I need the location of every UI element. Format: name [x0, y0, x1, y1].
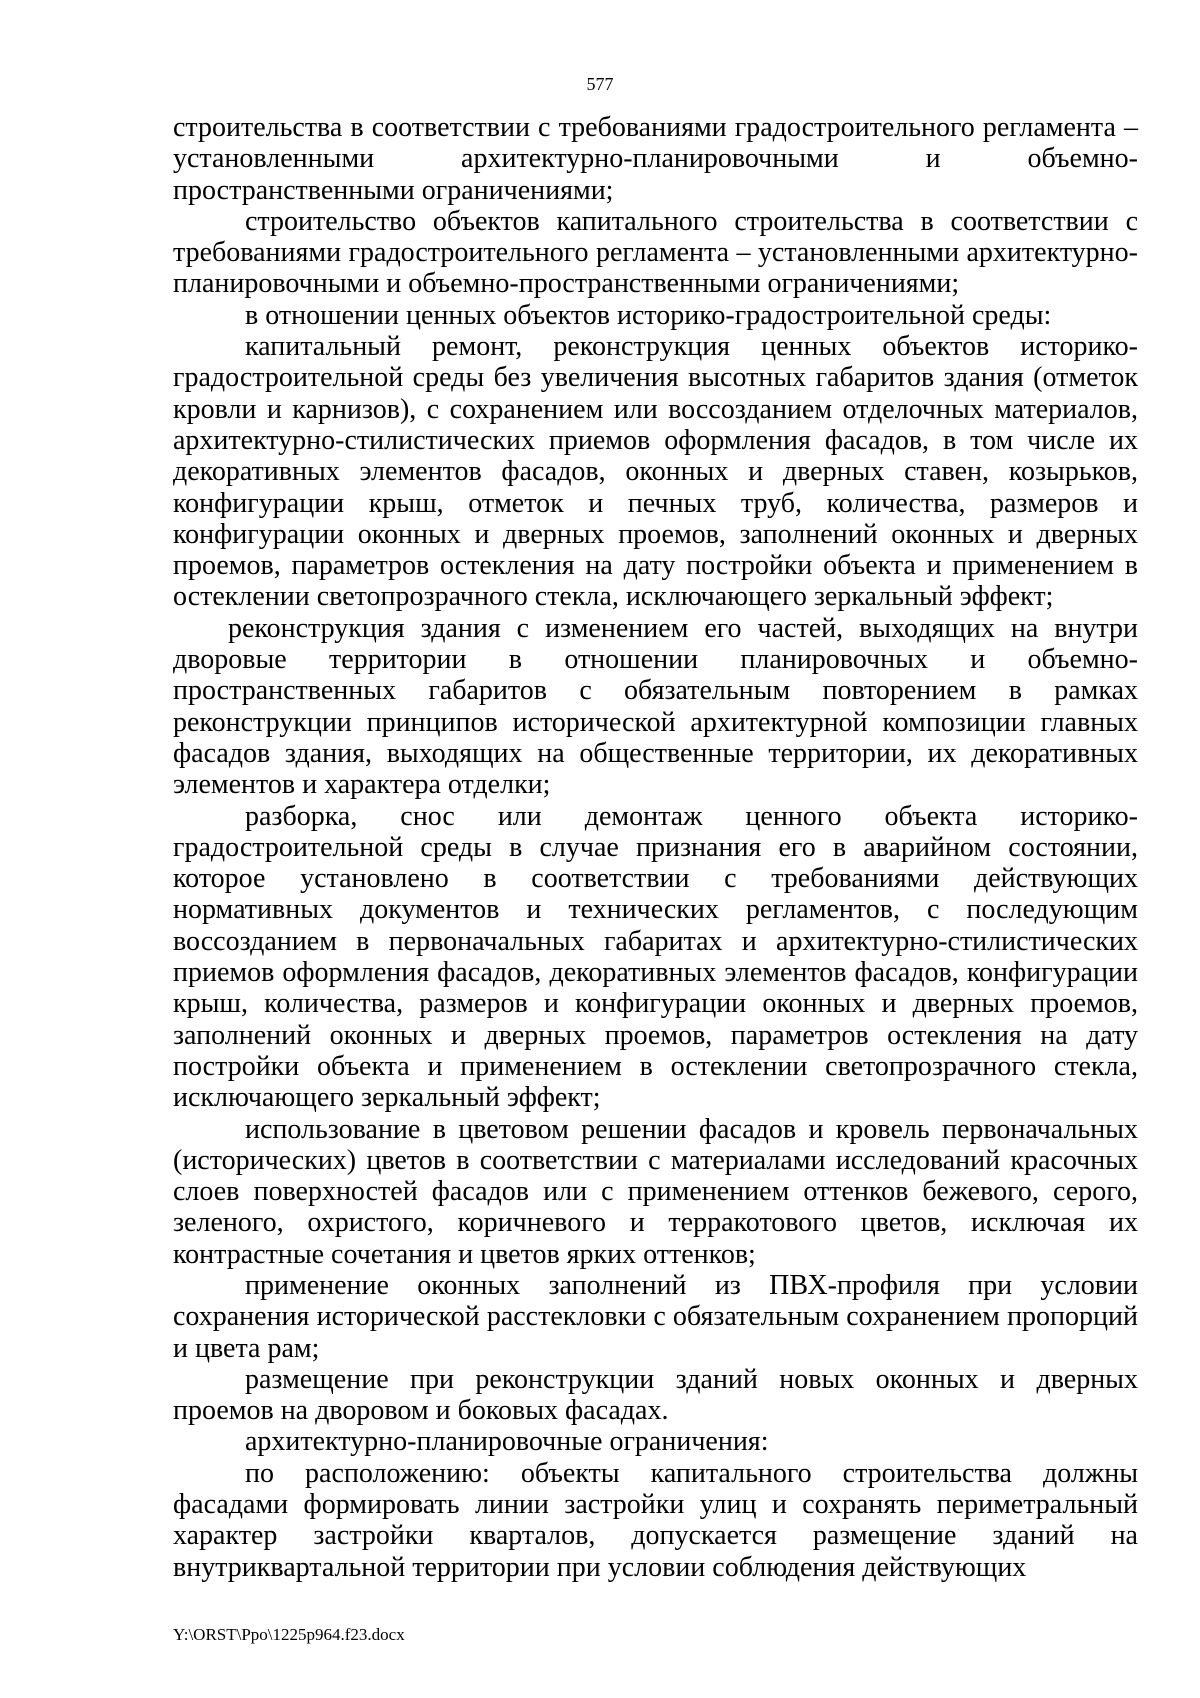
paragraph-capital-repair: капитальный ремонт, реконструкция ценных объектов историко-градостроительной среды без увеличения высотных габаритов здания (отметок кровли и карнизов), с сохранением или воссозданием отделочных материалов, архитектурно-стилистических приемов оформления фасадов, в том числе их декоративных элементов фасадов, оконных и дверных ставен, козырьков, конфигурации крыш, отметок и печных труб, количества, размеров и конфигурации оконных и дверных проемов, заполнений оконных и дверных проемов, параметров остекления на дату постройки объекта и применением в остеклении светопрозрачного стекла, исключающего зеркальный эффект; — [173, 331, 1138, 613]
paragraph-new-openings: размещение при реконструкции зданий новых оконных и дверных проемов на дворовом и боковых фасадах. — [173, 1363, 1138, 1427]
footer-file-path: Y:\ORST\Ppo\1225p964.f23.docx — [173, 1625, 405, 1644]
document-body — [173, 112, 1138, 1583]
paragraph-valuable-objects-heading: в отношении ценных объектов историко-градостроительной среды: — [245, 299, 1052, 331]
paragraph-reconstruction: реконструкция здания с изменением его частей, выходящих на внутри дворовые территории в отношении планировочных и объемно-пространственных габаритов с обязательным повторением в рамках реконструкции принципов исторической архитектурной композиции главных фасадов здания, выходящих на общественные территории, их декоративных элементов и характера отделки; — [173, 612, 1138, 801]
page-number: 577 — [586, 74, 614, 94]
paragraph-capital-construction: строительство объектов капитального строительства в соответствии с требованиями градостроительного регламента – установленными архитектурно-планировочными и объемно-пространственными ограничениями; — [173, 205, 1138, 300]
paragraph-color-scheme: использование в цветовом решении фасадов и кровель первоначальных (исторических) цветов в соответствии с материалами исследований красочных слоев поверхностей фасадов или с применением оттенков бежевого, серого, зеленого, охристого, коричневого и терракотового цветов, исключая их контрастные сочетания и цветов ярких оттенков; — [173, 1113, 1138, 1270]
paragraph-pvc-windows: применение оконных заполнений из ПВХ-профиля при условии сохранения исторической расстекловки с обязательным сохранением пропорций и цвета рам; — [173, 1269, 1138, 1364]
paragraph-construction-continued: строительства в соответствии с требованиями градостроительного регламента – установленными архитектурно-планировочными и объемно-пространственными ограничениями; — [173, 112, 1138, 206]
paragraph-planning-restrictions-heading: архитектурно-планировочные ограничения: — [245, 1426, 769, 1458]
paragraph-location: по расположению: объекты капитального строительства должны фасадами формировать линии застройки улиц и сохранять периметральный характер застройки кварталов, допускается размещение зданий на внутриквартальной территории при условии соблюдения действующих — [173, 1457, 1138, 1583]
paragraph-demolition: разборка, снос или демонтаж ценного объекта историко-градостроительной среды в случае признания его в аварийном состоянии, которое установлено в соответствии с требованиями действующих нормативных документов и технических регламентов, с последующим воссозданием в первоначальных габаритах и архитектурно-стилистических приемов оформления фасадов, декоративных элементов фасадов, конфигурации крыш, количества, размеров и конфигурации оконных и дверных проемов, заполнений оконных и дверных проемов, параметров остекления на дату постройки объекта и применением в остеклении светопрозрачного стекла, исключающего зеркальный эффект; — [173, 800, 1138, 1114]
